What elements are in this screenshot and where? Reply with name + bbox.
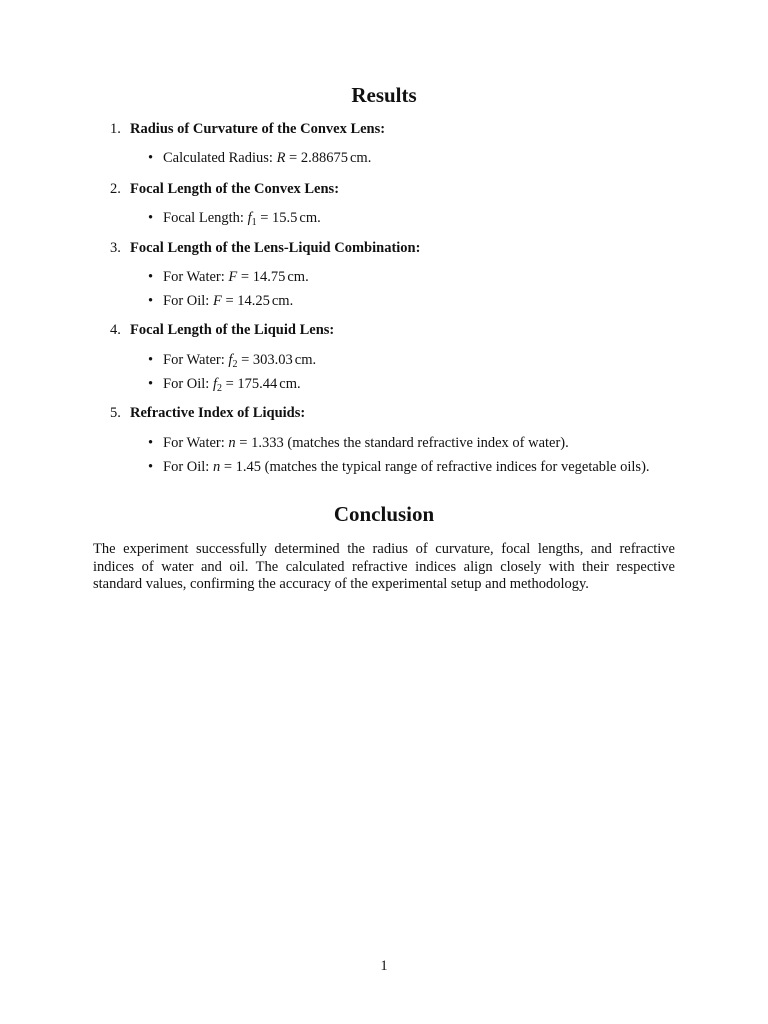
- bullet-suffix: .: [317, 210, 321, 226]
- bullet-value: 1.333: [251, 435, 284, 451]
- math-symbol: f: [247, 210, 252, 226]
- bullet-dot: •: [148, 352, 154, 368]
- result-bullet: • For Oil: $f_2 = 175.44$ cm.: [148, 376, 301, 394]
- bullet-value: 14.75: [252, 269, 286, 285]
- result-bullet: • For Water: F = 14.75 cm.: [148, 269, 309, 285]
- item-label: Refractive Index of Liquids:: [130, 405, 306, 421]
- item-number: 2.: [110, 181, 121, 197]
- bullet-dot: •: [148, 210, 154, 226]
- math-symbol: F: [212, 293, 222, 309]
- item-number: 5.: [110, 405, 121, 421]
- bullet-dot: •: [148, 376, 154, 392]
- math-subscript: 1: [251, 217, 257, 228]
- math-subscript: 2: [216, 383, 222, 394]
- bullet-prefix: For Water:: [163, 352, 229, 368]
- math-symbol: f: [228, 352, 233, 368]
- result-item-5: [110, 405, 305, 422]
- bullet-prefix: For Water:: [163, 435, 229, 451]
- result-bullet: • For Water: $f_2 = 303.03$ cm.: [148, 352, 317, 370]
- bullet-prefix: For Oil:: [163, 459, 213, 475]
- result-bullet: • For Oil: n = 1.45 (matches the typical range of refractive indices for vegetable oils).: [148, 459, 650, 475]
- bullet-suffix: .: [297, 376, 301, 392]
- item-label: Focal Length of the Lens-Liquid Combination:: [130, 240, 421, 256]
- bullet-value: 15.5: [272, 210, 298, 226]
- math-symbol: F: [228, 269, 238, 285]
- item-label: Radius of Curvature of the Convex Lens:: [130, 121, 386, 137]
- math-subscript: 2: [232, 359, 238, 370]
- bullet-prefix: For Water:: [163, 269, 229, 285]
- item-label: Focal Length of the Liquid Lens:: [130, 322, 335, 338]
- bullet-unit: cm: [279, 376, 298, 392]
- bullet-suffix: .: [367, 150, 372, 166]
- bullet-dot: •: [148, 269, 154, 285]
- bullet-value: 2.88675: [300, 150, 348, 166]
- bullet-unit: cm: [299, 210, 318, 226]
- results-heading: Results: [351, 83, 417, 107]
- bullet-suffix: (matches the typical range of refractive indices for vegetable oils).: [261, 459, 650, 475]
- item-label: Focal Length of the Convex Lens:: [130, 181, 340, 197]
- bullet-suffix: (matches the standard refractive index of water).: [283, 435, 569, 451]
- bullet-dot: •: [148, 150, 154, 166]
- result-bullet: • Calculated Radius: R = 2.88675 cm.: [148, 150, 372, 166]
- item-number: 1.: [110, 121, 121, 137]
- result-item-4: [110, 322, 334, 339]
- math-symbol: n: [212, 459, 221, 475]
- math-symbol: n: [228, 435, 236, 451]
- item-number: 3.: [110, 240, 121, 256]
- math-symbol: f: [212, 376, 217, 392]
- result-item-1: [110, 121, 385, 138]
- bullet-dot: •: [148, 435, 154, 451]
- item-number: 4.: [110, 322, 121, 338]
- bullet-unit: cm: [271, 293, 290, 309]
- conclusion-paragraph: The experiment successfully determined the radius of curvature, focal lengths, and refractive indices of water and oil. The calculated refractive indices align closely with their respective standard values, confirming the accuracy of the experimental setup and methodology.: [93, 541, 675, 592]
- bullet-value: 14.25: [237, 293, 270, 309]
- result-item-3: [110, 240, 420, 257]
- bullet-dot: •: [148, 459, 154, 475]
- result-bullet: • Focal Length: $f_1 = 15.5$ cm.: [148, 210, 321, 228]
- bullet-suffix: .: [305, 269, 309, 285]
- bullet-prefix: For Oil:: [163, 293, 213, 309]
- math-symbol: R: [276, 150, 286, 166]
- bullet-value: 303.03: [252, 352, 293, 368]
- bullet-suffix: .: [312, 352, 317, 368]
- result-item-2: [110, 181, 339, 198]
- bullet-prefix: Calculated Radius:: [163, 150, 277, 166]
- page-number: 1: [380, 958, 388, 974]
- bullet-suffix: .: [289, 293, 294, 309]
- bullet-prefix: For Oil:: [163, 376, 213, 392]
- bullet-unit: cm: [287, 269, 306, 285]
- conclusion-heading: Conclusion: [333, 502, 435, 526]
- result-bullet: • For Oil: F = 14.25 cm.: [148, 293, 294, 309]
- result-bullet: • For Water: n = 1.333 (matches the standard refractive index of water).: [148, 435, 569, 451]
- bullet-dot: •: [148, 293, 154, 309]
- bullet-unit: cm: [294, 352, 313, 368]
- bullet-prefix: Focal Length:: [163, 210, 248, 226]
- bullet-value: 1.45: [235, 459, 262, 475]
- bullet-value: 175.44: [237, 376, 278, 392]
- bullet-unit: cm: [349, 150, 368, 166]
